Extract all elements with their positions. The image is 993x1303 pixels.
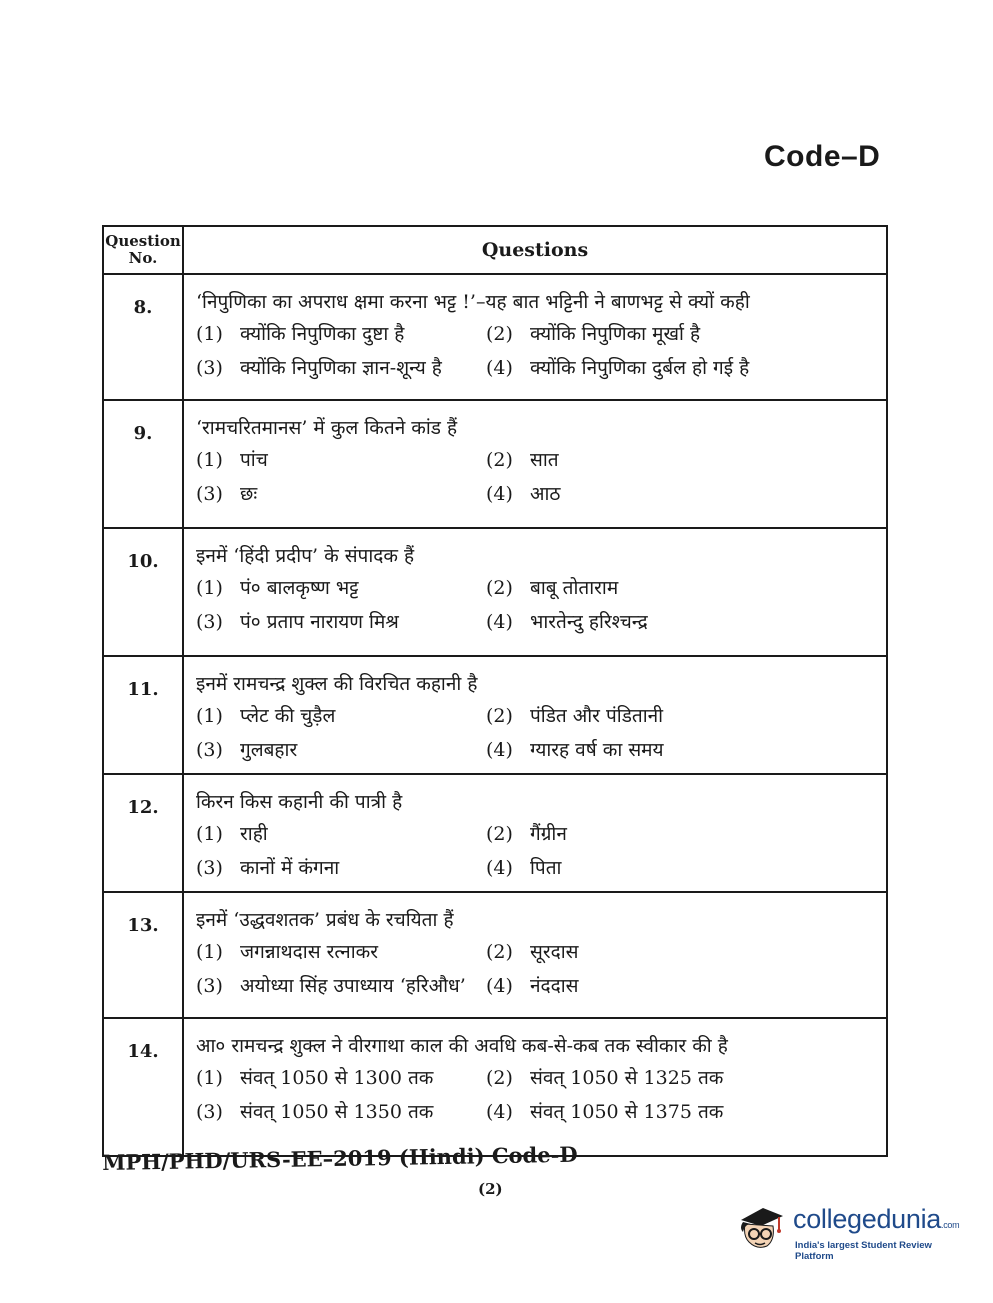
option-text: संवत् 1050 से 1325 तक bbox=[530, 1067, 724, 1089]
option-text: सूरदास bbox=[530, 941, 579, 963]
question-row bbox=[103, 528, 887, 656]
option-text: पांच bbox=[240, 449, 268, 471]
options-grid bbox=[196, 575, 876, 635]
option-text: गैंग्रीन bbox=[530, 823, 567, 845]
option bbox=[196, 447, 486, 473]
option bbox=[196, 973, 486, 999]
option bbox=[486, 1099, 876, 1125]
table-header-row bbox=[103, 226, 887, 274]
question-number: 9. bbox=[103, 400, 183, 528]
option-number: (1) bbox=[196, 323, 223, 345]
question-cell bbox=[183, 892, 887, 1018]
option bbox=[196, 609, 486, 635]
option-text: भारतेन्दु हरिश्चन्द्र bbox=[530, 611, 648, 633]
option bbox=[486, 447, 876, 473]
option-number: (2) bbox=[486, 449, 513, 471]
option-number: (4) bbox=[486, 611, 513, 633]
option-number: (3) bbox=[196, 857, 223, 879]
question-number: 11. bbox=[103, 656, 183, 774]
question-row bbox=[103, 274, 887, 400]
option-text: राही bbox=[240, 823, 268, 845]
question-cell bbox=[183, 656, 887, 774]
option bbox=[196, 481, 486, 507]
exam-code-label: Code–D bbox=[764, 140, 881, 173]
question-number: 12. bbox=[103, 774, 183, 892]
option-text: ग्यारह वर्ष का समय bbox=[530, 739, 664, 761]
option-text: जगन्नाथदास रत्नाकर bbox=[240, 941, 379, 963]
option-number: (1) bbox=[196, 823, 223, 845]
option-number: (4) bbox=[486, 357, 513, 379]
option bbox=[486, 321, 876, 347]
option-number: (2) bbox=[486, 1067, 513, 1089]
option-text: संवत् 1050 से 1300 तक bbox=[240, 1067, 434, 1089]
option-number: (1) bbox=[196, 1067, 223, 1089]
option-number: (3) bbox=[196, 611, 223, 633]
option-number: (1) bbox=[196, 577, 223, 599]
option-number: (3) bbox=[196, 1101, 223, 1123]
brand-name bbox=[793, 1204, 959, 1235]
question-table bbox=[102, 225, 888, 1157]
option bbox=[486, 481, 876, 507]
question-cell bbox=[183, 274, 887, 400]
option-text: पं० प्रताप नारायण मिश्र bbox=[240, 611, 399, 633]
option-text: क्योंकि निपुणिका दुष्टा है bbox=[240, 323, 405, 345]
option-text: बाबू तोताराम bbox=[530, 577, 619, 599]
option-text: गुलबहार bbox=[240, 739, 298, 761]
question-row bbox=[103, 1018, 887, 1156]
option bbox=[196, 321, 486, 347]
question-cell bbox=[183, 528, 887, 656]
option bbox=[196, 1065, 486, 1091]
page-number: (2) bbox=[478, 1180, 503, 1198]
question-cell bbox=[183, 1018, 887, 1156]
option bbox=[196, 575, 486, 601]
option-text: छः bbox=[240, 483, 258, 505]
brand-tagline: India's largest Student Review Platform bbox=[795, 1240, 932, 1262]
exam-footer-code: MPH/PHD/URS-EE–2019 (Hindi) Code-D bbox=[102, 1141, 578, 1175]
options-grid bbox=[196, 703, 876, 763]
question-cell bbox=[183, 774, 887, 892]
option bbox=[486, 355, 876, 381]
option-number: (4) bbox=[486, 1101, 513, 1123]
option bbox=[486, 855, 876, 881]
question-text: आ० रामचन्द्र शुक्ल ने वीरगाथा काल की अवधि कब-से-कब तक स्वीकार की है bbox=[196, 1035, 728, 1057]
option-text: आठ bbox=[530, 483, 561, 505]
options-grid bbox=[196, 321, 876, 381]
option-number: (1) bbox=[196, 449, 223, 471]
option-number: (1) bbox=[196, 941, 223, 963]
option-number: (3) bbox=[196, 739, 223, 761]
question-row bbox=[103, 774, 887, 892]
question-cell bbox=[183, 400, 887, 528]
question-number: 13. bbox=[103, 892, 183, 1018]
question-number: 14. bbox=[103, 1018, 183, 1156]
option-text: सात bbox=[530, 449, 559, 471]
option-number: (2) bbox=[486, 323, 513, 345]
option bbox=[486, 939, 876, 965]
option-number: (2) bbox=[486, 941, 513, 963]
option-text: संवत् 1050 से 1375 तक bbox=[530, 1101, 724, 1123]
option-number: (4) bbox=[486, 975, 513, 997]
option bbox=[196, 355, 486, 381]
option bbox=[486, 703, 876, 729]
collegedunia-watermark bbox=[735, 1198, 965, 1260]
option bbox=[486, 1065, 876, 1091]
option bbox=[196, 939, 486, 965]
options-grid bbox=[196, 447, 876, 507]
option bbox=[486, 737, 876, 763]
question-text: किरन किस कहानी की पात्री है bbox=[196, 791, 403, 813]
option-number: (3) bbox=[196, 483, 223, 505]
option-number: (3) bbox=[196, 975, 223, 997]
option-text: क्योंकि निपुणिका मूर्खा है bbox=[530, 323, 701, 345]
option bbox=[196, 855, 486, 881]
option-number: (2) bbox=[486, 705, 513, 727]
student-mascot-icon bbox=[735, 1202, 785, 1254]
option bbox=[486, 821, 876, 847]
question-text: ‘निपुणिका का अपराध क्षमा करना भट्ट !’–यह बात भट्टिनी ने बाणभट्ट से क्यों कही bbox=[196, 291, 750, 313]
question-number: 10. bbox=[103, 528, 183, 656]
option-text: कानों में कंगना bbox=[240, 857, 340, 879]
option-text: अयोध्या सिंह उपाध्याय ‘हरिऔध’ bbox=[240, 975, 466, 997]
questions-header: Questions bbox=[183, 226, 887, 274]
option-text: पं० बालकृष्ण भट्ट bbox=[240, 577, 359, 599]
option-number: (4) bbox=[486, 483, 513, 505]
option bbox=[196, 1099, 486, 1125]
option-number: (3) bbox=[196, 357, 223, 379]
question-text: इनमें ‘हिंदी प्रदीप’ के संपादक हैं bbox=[196, 545, 415, 567]
option-text: प्लेट की चुड़ैल bbox=[240, 705, 336, 727]
options-grid bbox=[196, 821, 876, 881]
option-text: पिता bbox=[530, 857, 562, 879]
brand-dotcom: .com bbox=[941, 1220, 960, 1230]
option-text: क्योंकि निपुणिका दुर्बल हो गई है bbox=[530, 357, 750, 379]
option bbox=[486, 575, 876, 601]
option-text: संवत् 1050 से 1350 तक bbox=[240, 1101, 434, 1123]
question-number-header: Question No. bbox=[103, 226, 183, 274]
option-text: पंडित और पंडितानी bbox=[530, 705, 664, 727]
options-grid bbox=[196, 1065, 876, 1125]
question-text: इनमें ‘उद्धवशतक’ प्रबंध के रचयिता हैं bbox=[196, 909, 454, 931]
option-text: नंददास bbox=[530, 975, 579, 997]
question-row bbox=[103, 656, 887, 774]
question-text: ‘रामचरितमानस’ में कुल कितने कांड हैं bbox=[196, 417, 458, 439]
option bbox=[196, 821, 486, 847]
option-number: (4) bbox=[486, 739, 513, 761]
brand-wordmark: collegedunia bbox=[793, 1204, 942, 1234]
question-number: 8. bbox=[103, 274, 183, 400]
question-text: इनमें रामचन्द्र शुक्ल की विरचित कहानी है bbox=[196, 673, 478, 695]
option bbox=[196, 737, 486, 763]
option-number: (1) bbox=[196, 705, 223, 727]
option-number: (4) bbox=[486, 857, 513, 879]
option bbox=[486, 973, 876, 999]
option-number: (2) bbox=[486, 823, 513, 845]
question-row bbox=[103, 892, 887, 1018]
option bbox=[486, 609, 876, 635]
options-grid bbox=[196, 939, 876, 999]
option bbox=[196, 703, 486, 729]
question-row bbox=[103, 400, 887, 528]
option-number: (2) bbox=[486, 577, 513, 599]
option-text: क्योंकि निपुणिका ज्ञान-शून्य है bbox=[240, 357, 442, 379]
